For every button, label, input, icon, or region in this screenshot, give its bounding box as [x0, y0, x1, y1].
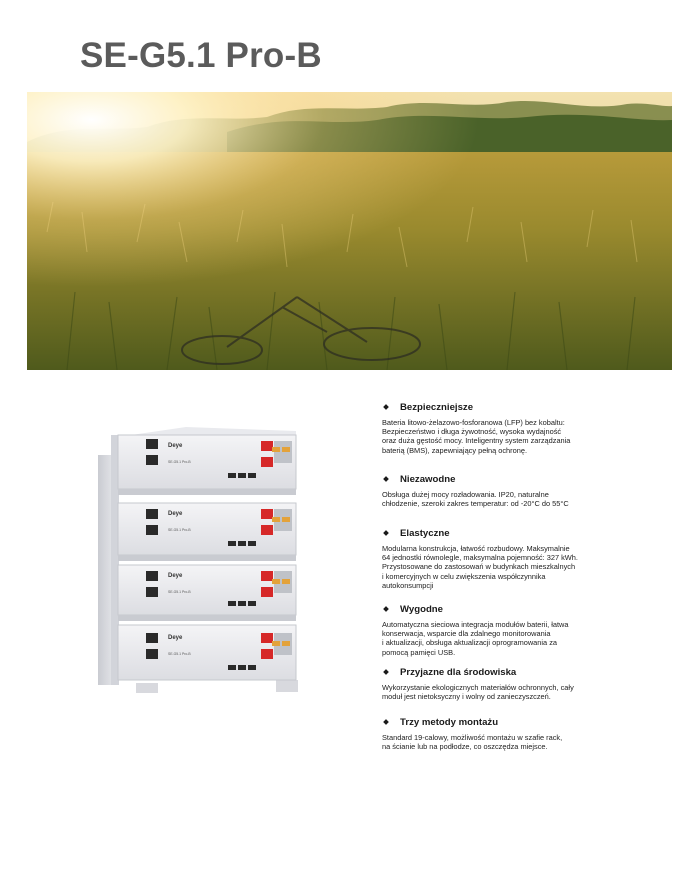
feature-description — [382, 490, 682, 508]
feature-description — [382, 733, 682, 751]
hero-photo-grass-field — [27, 92, 672, 370]
description-line: Bezpieczeństwo i długa żywotność, wysoka wydajność — [382, 427, 562, 437]
description-line: Standard 19-calowy, możliwość montażu w szafie rack, — [382, 733, 563, 742]
feature-title: Bezpieczniejsze — [400, 401, 474, 413]
diamond-bullet-icon — [383, 669, 389, 675]
description-line: pomocą pamięci USB. — [382, 647, 456, 657]
brand-label: Deye — [168, 511, 183, 517]
feature-description — [382, 683, 682, 701]
model-label: SE-G5.1 Pro-B — [168, 652, 191, 656]
description-line: i komercyjnych w celu zwiększenia współczynnika — [382, 571, 546, 581]
battery-module — [118, 625, 296, 680]
diamond-bullet-icon — [383, 606, 389, 612]
feature-title: Elastyczne — [400, 527, 450, 539]
feature-description — [382, 544, 682, 590]
battery-module — [118, 427, 296, 489]
feature-title: Przyjazne dla środowiska — [400, 666, 517, 678]
feature-title: Niezawodne — [400, 473, 456, 485]
brand-label: Deye — [168, 573, 183, 579]
feature-item-reliability — [382, 470, 682, 524]
feature-item-mounting — [382, 713, 682, 751]
description-line: baterią (BMS), zapewniający pełną ochronę. — [382, 445, 528, 455]
feature-item-safety — [382, 398, 682, 470]
page-title: SE-G5.1 Pro-B — [80, 36, 322, 75]
description-line: Automatyczna sieciowa integracja modułów baterii, łatwa — [382, 620, 569, 629]
diamond-bullet-icon — [383, 530, 389, 536]
battery-module — [118, 503, 296, 555]
feature-item-flexibility — [382, 524, 682, 600]
model-label: SE-G5.1 Pro-B — [168, 590, 191, 594]
battery-module — [118, 565, 296, 615]
feature-title: Trzy metody montażu — [400, 716, 499, 728]
description-line: Bateria litowo-żelazowo-fosforanowa (LFP) bez kobaltu: — [382, 418, 565, 427]
description-line: Przystosowane do zastosowań w budynkach mieszkalnych — [382, 562, 576, 572]
description-line: moduł jest nietoksyczny i wolny od zanieczyszczeń. — [382, 692, 551, 702]
model-label: SE-G5.1 Pro-B — [168, 528, 191, 532]
diamond-bullet-icon — [383, 404, 389, 410]
description-line: 64 jednostki równolegle, maksymalna pojemność: 327 kWh. — [382, 553, 578, 563]
brand-label: Deye — [168, 635, 183, 641]
description-line: na ścianie lub na podłodze, co oszczędza miejsce. — [382, 742, 548, 752]
grass-field-illustration — [27, 92, 672, 370]
description-line: konserwacja, wsparcie dla zdalnego monitorowania — [382, 629, 551, 639]
feature-description — [382, 418, 682, 455]
diamond-bullet-icon — [383, 719, 389, 725]
description-line: i aktualizacji, obsługa aktualizacji oprogramowania za — [382, 638, 558, 648]
feature-title: Wygodne — [400, 603, 443, 615]
feature-description — [382, 620, 682, 657]
battery-stack-image — [96, 425, 311, 695]
battery-rack-illustration — [96, 425, 311, 695]
diamond-bullet-icon — [383, 476, 389, 482]
description-line: oraz duża gęstość mocy. Inteligentny system zarządzania — [382, 436, 571, 446]
description-line: Modularna konstrukcja, łatwość rozbudowy. Maksymalnie — [382, 544, 570, 553]
feature-list — [382, 398, 682, 751]
description-line: Wykorzystanie ekologicznych materiałów ochronnych, cały — [382, 683, 574, 692]
brand-label: Deye — [168, 443, 183, 449]
model-label: SE-G5.1 Pro-B — [168, 460, 191, 464]
description-line: Obsługa dużej mocy rozładowania. IP20, naturalne — [382, 490, 549, 499]
description-line: chłodzenie, szeroki zakres temperatur: od -20°C do 55°C — [382, 499, 569, 509]
description-line: autokonsumpcji — [382, 580, 434, 590]
feature-item-eco-friendly — [382, 663, 682, 713]
feature-item-convenience — [382, 600, 682, 663]
